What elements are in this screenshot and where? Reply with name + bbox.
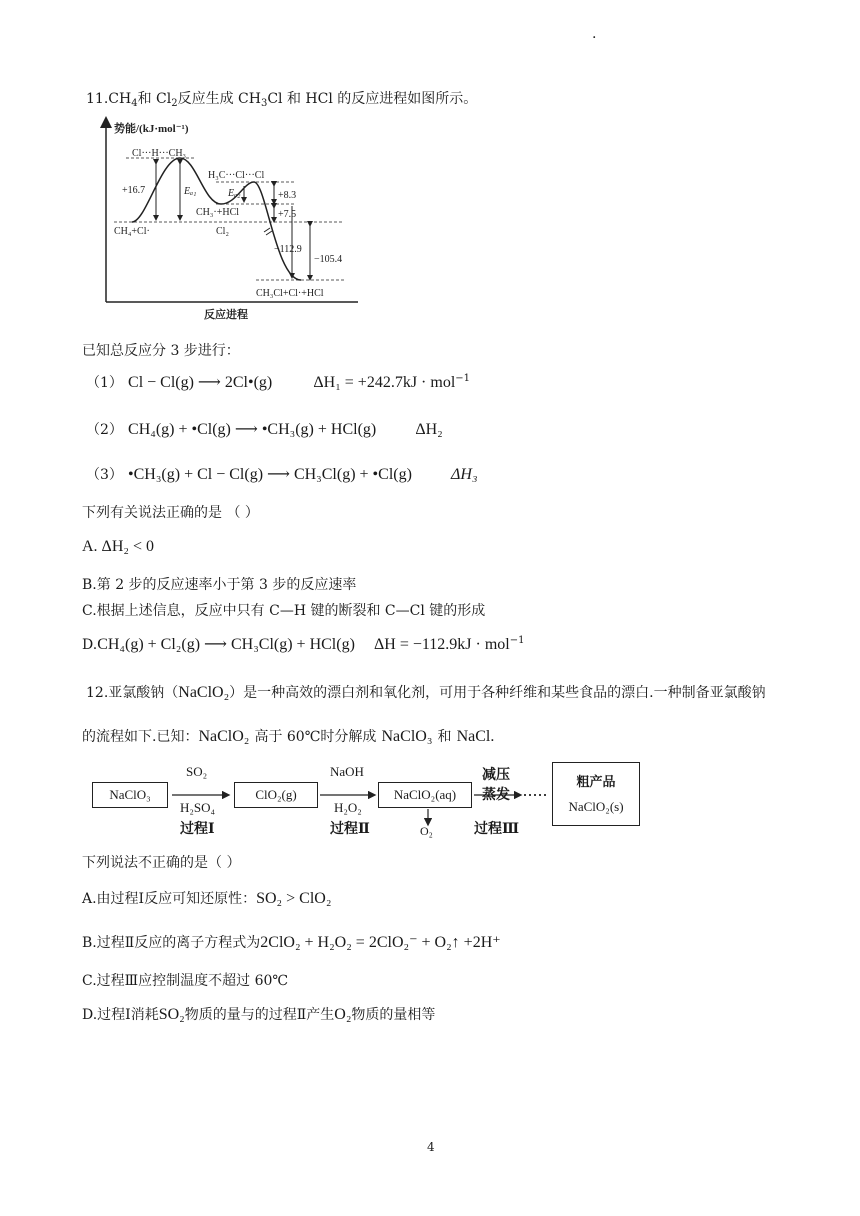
step3 xyxy=(86,464,478,484)
q12-line2 xyxy=(82,726,494,746)
q12-option-a[interactable] xyxy=(82,888,331,908)
ts2-label: H₃C···Cl···Cl xyxy=(208,170,265,181)
q12-option-a-pre: A.由过程Ⅰ反应可知还原性： xyxy=(82,891,257,907)
q12-line2-end: . xyxy=(490,728,495,745)
step2-num: （2） xyxy=(86,422,123,438)
q11-option-a[interactable] xyxy=(82,536,154,556)
value-112-9: −112.9 xyxy=(274,244,302,255)
q11-title-mid1: 和 Cl xyxy=(137,91,172,107)
q12-option-b[interactable] xyxy=(82,932,501,952)
cl2-label: Cl₂ xyxy=(216,226,229,237)
q11-title-sub2: 2 xyxy=(171,98,178,109)
q11-option-d[interactable] xyxy=(82,634,524,654)
value-7-5: +7.5 xyxy=(278,209,297,220)
energy-diagram xyxy=(96,116,376,324)
q11-option-a-text: A. ΔH₂ < 0 xyxy=(82,538,154,555)
q11-question: 下列有关说法正确的是 （ ） xyxy=(82,505,259,521)
q12-option-d-pre: D.过程Ⅰ消耗 xyxy=(82,1007,159,1023)
x-axis-label: 反应进程 xyxy=(204,309,248,321)
flow-step2: 过程Ⅱ xyxy=(330,821,370,837)
q12-option-d-f2: O₂ xyxy=(334,1006,352,1023)
ea2-label: Eₐ₂ xyxy=(228,188,241,199)
q11-title-sub3: 3 xyxy=(260,98,268,109)
intermediate-label: CH₃·+HCl xyxy=(196,207,240,218)
flow-arrow3-top: 减压 xyxy=(482,767,510,783)
step1 xyxy=(86,372,470,392)
q12-line2-and: 和 xyxy=(437,729,452,745)
step1-dh: ΔH₁ = +242.7kJ · mol xyxy=(313,374,456,391)
step2 xyxy=(86,419,443,439)
q11-option-d-dh: ΔH = −112.9kJ · mol xyxy=(373,636,510,653)
step1-exp: −1 xyxy=(455,373,471,384)
flow-product-formula: NaClO₂(s) xyxy=(568,799,624,814)
q12-line1 xyxy=(86,682,766,702)
flow-step3: 过程Ⅲ xyxy=(474,821,520,837)
q12-line2-f1: NaClO₂ xyxy=(198,728,250,745)
ts1-label: Cl···H···CH₃ xyxy=(132,148,187,159)
q11-option-d-eq: CH₄(g) + Cl₂(g) ⟶ CH₃Cl(g) + HCl(g) xyxy=(97,636,355,653)
flow-arrow2-bottom: H₂O₂ xyxy=(334,800,362,815)
value-16-7: +16.7 xyxy=(122,185,146,196)
value-8-3: +8.3 xyxy=(278,190,297,201)
flow-arrow3-bottom: 蒸发 xyxy=(482,787,510,803)
flow-arrow1-top: SO₂ xyxy=(186,764,208,779)
page-number: 4 xyxy=(427,1140,435,1154)
q12-line2-f2: NaClO₃ xyxy=(381,728,433,745)
q12-option-a-eq: SO₂ > ClO₂ xyxy=(256,890,332,907)
q11-option-c[interactable]: C.根据上述信息，反应中只有 C—H 键的断裂和 C—Cl 键的形成 xyxy=(82,603,486,619)
q11-option-b[interactable]: B.第 2 步的反应速率小于第 3 步的反应速率 xyxy=(82,577,357,593)
q12-option-c[interactable]: C.过程Ⅲ应控制温度不超过 60℃ xyxy=(82,973,289,989)
q11-title-mid2: 反应生成 CH xyxy=(177,91,261,107)
product-label: CH₃Cl+Cl·+HCl xyxy=(256,288,324,299)
q12-line2-mid: 高于 60℃时分解成 xyxy=(254,729,377,745)
axis-break-1 xyxy=(264,228,270,232)
step3-dh: ΔH₃ xyxy=(451,466,478,483)
step3-num: （3） xyxy=(86,467,123,483)
q12-line2-f3: NaCl xyxy=(456,728,491,745)
q12-line1-formula: NaClO₂ xyxy=(178,684,230,701)
step3-eq: •CH₃(g) + Cl − Cl(g) ⟶ CH₃Cl(g) + •Cl(g) xyxy=(128,466,412,483)
flow-box-naclo3: NaClO₃ xyxy=(92,782,168,808)
q11-title-sub1: 4 xyxy=(131,98,138,109)
known-text: 已知总反应分 3 步进行： xyxy=(82,343,240,359)
q12-option-b-eq: 2ClO₂ + H₂O₂ = 2ClO₂⁻ + O₂↑ +2H⁺ xyxy=(260,934,501,951)
q12-option-d-mid: 物质的量与的过程Ⅱ产生 xyxy=(184,1007,335,1023)
flow-step1: 过程Ⅰ xyxy=(180,821,215,837)
value-105-4: −105.4 xyxy=(314,254,343,265)
header-dot: . xyxy=(592,26,597,42)
q12-option-d-f1: SO₂ xyxy=(158,1006,185,1023)
q11-option-d-exp: −1 xyxy=(509,635,525,646)
q12-line1-pre: 12.亚氯酸钠（ xyxy=(86,685,179,701)
q11-title-pre: 11.CH xyxy=(86,91,132,107)
flow-box-product xyxy=(552,762,640,826)
flow-box-clo2: ClO₂(g) xyxy=(234,782,318,808)
q12-option-b-pre: B.过程Ⅱ反应的离子方程式为 xyxy=(82,935,261,951)
step1-eq: Cl − Cl(g) ⟶ 2Cl•(g) xyxy=(128,374,273,391)
flow-arrow2-top: NaOH xyxy=(330,764,364,779)
q12-question: 下列说法不正确的是（ ） xyxy=(82,855,241,871)
q12-line1-post: ）是一种高效的漂白剂和氧化剂，可用于各种纤维和某些食品的漂白.一种制备亚氯酸钠 xyxy=(229,685,766,701)
q11-option-d-pre: D. xyxy=(82,637,98,653)
q12-line2-pre: 的流程如下.已知： xyxy=(82,729,199,745)
flow-product-title: 粗产品 xyxy=(576,775,616,790)
step1-num: （1） xyxy=(86,375,123,391)
reactant-label: CH₄+Cl· xyxy=(114,226,150,237)
flow-arrow1-bottom: H₂SO₄ xyxy=(180,800,216,815)
y-axis-label: 势能/(kJ·mol⁻¹) xyxy=(114,123,189,135)
q11-title xyxy=(86,88,477,109)
q12-option-d[interactable] xyxy=(82,1004,435,1024)
step2-dh: ΔH₂ xyxy=(415,421,443,438)
step2-eq: CH₄(g) + •Cl(g) ⟶ •CH₃(g) + HCl(g) xyxy=(128,421,377,438)
flow-diagram xyxy=(92,762,652,842)
flow-box-naclo2-aq: NaClO₂(aq) xyxy=(378,782,472,808)
flow-o2: O₂ xyxy=(420,824,433,838)
ea1-label: Eₐ₁ xyxy=(184,186,197,197)
q12-option-d-end: 物质的量相等 xyxy=(351,1007,436,1023)
q11-title-end: Cl 和 HCl 的反应进程如图所示。 xyxy=(267,91,478,107)
axis-break-2 xyxy=(266,231,272,235)
